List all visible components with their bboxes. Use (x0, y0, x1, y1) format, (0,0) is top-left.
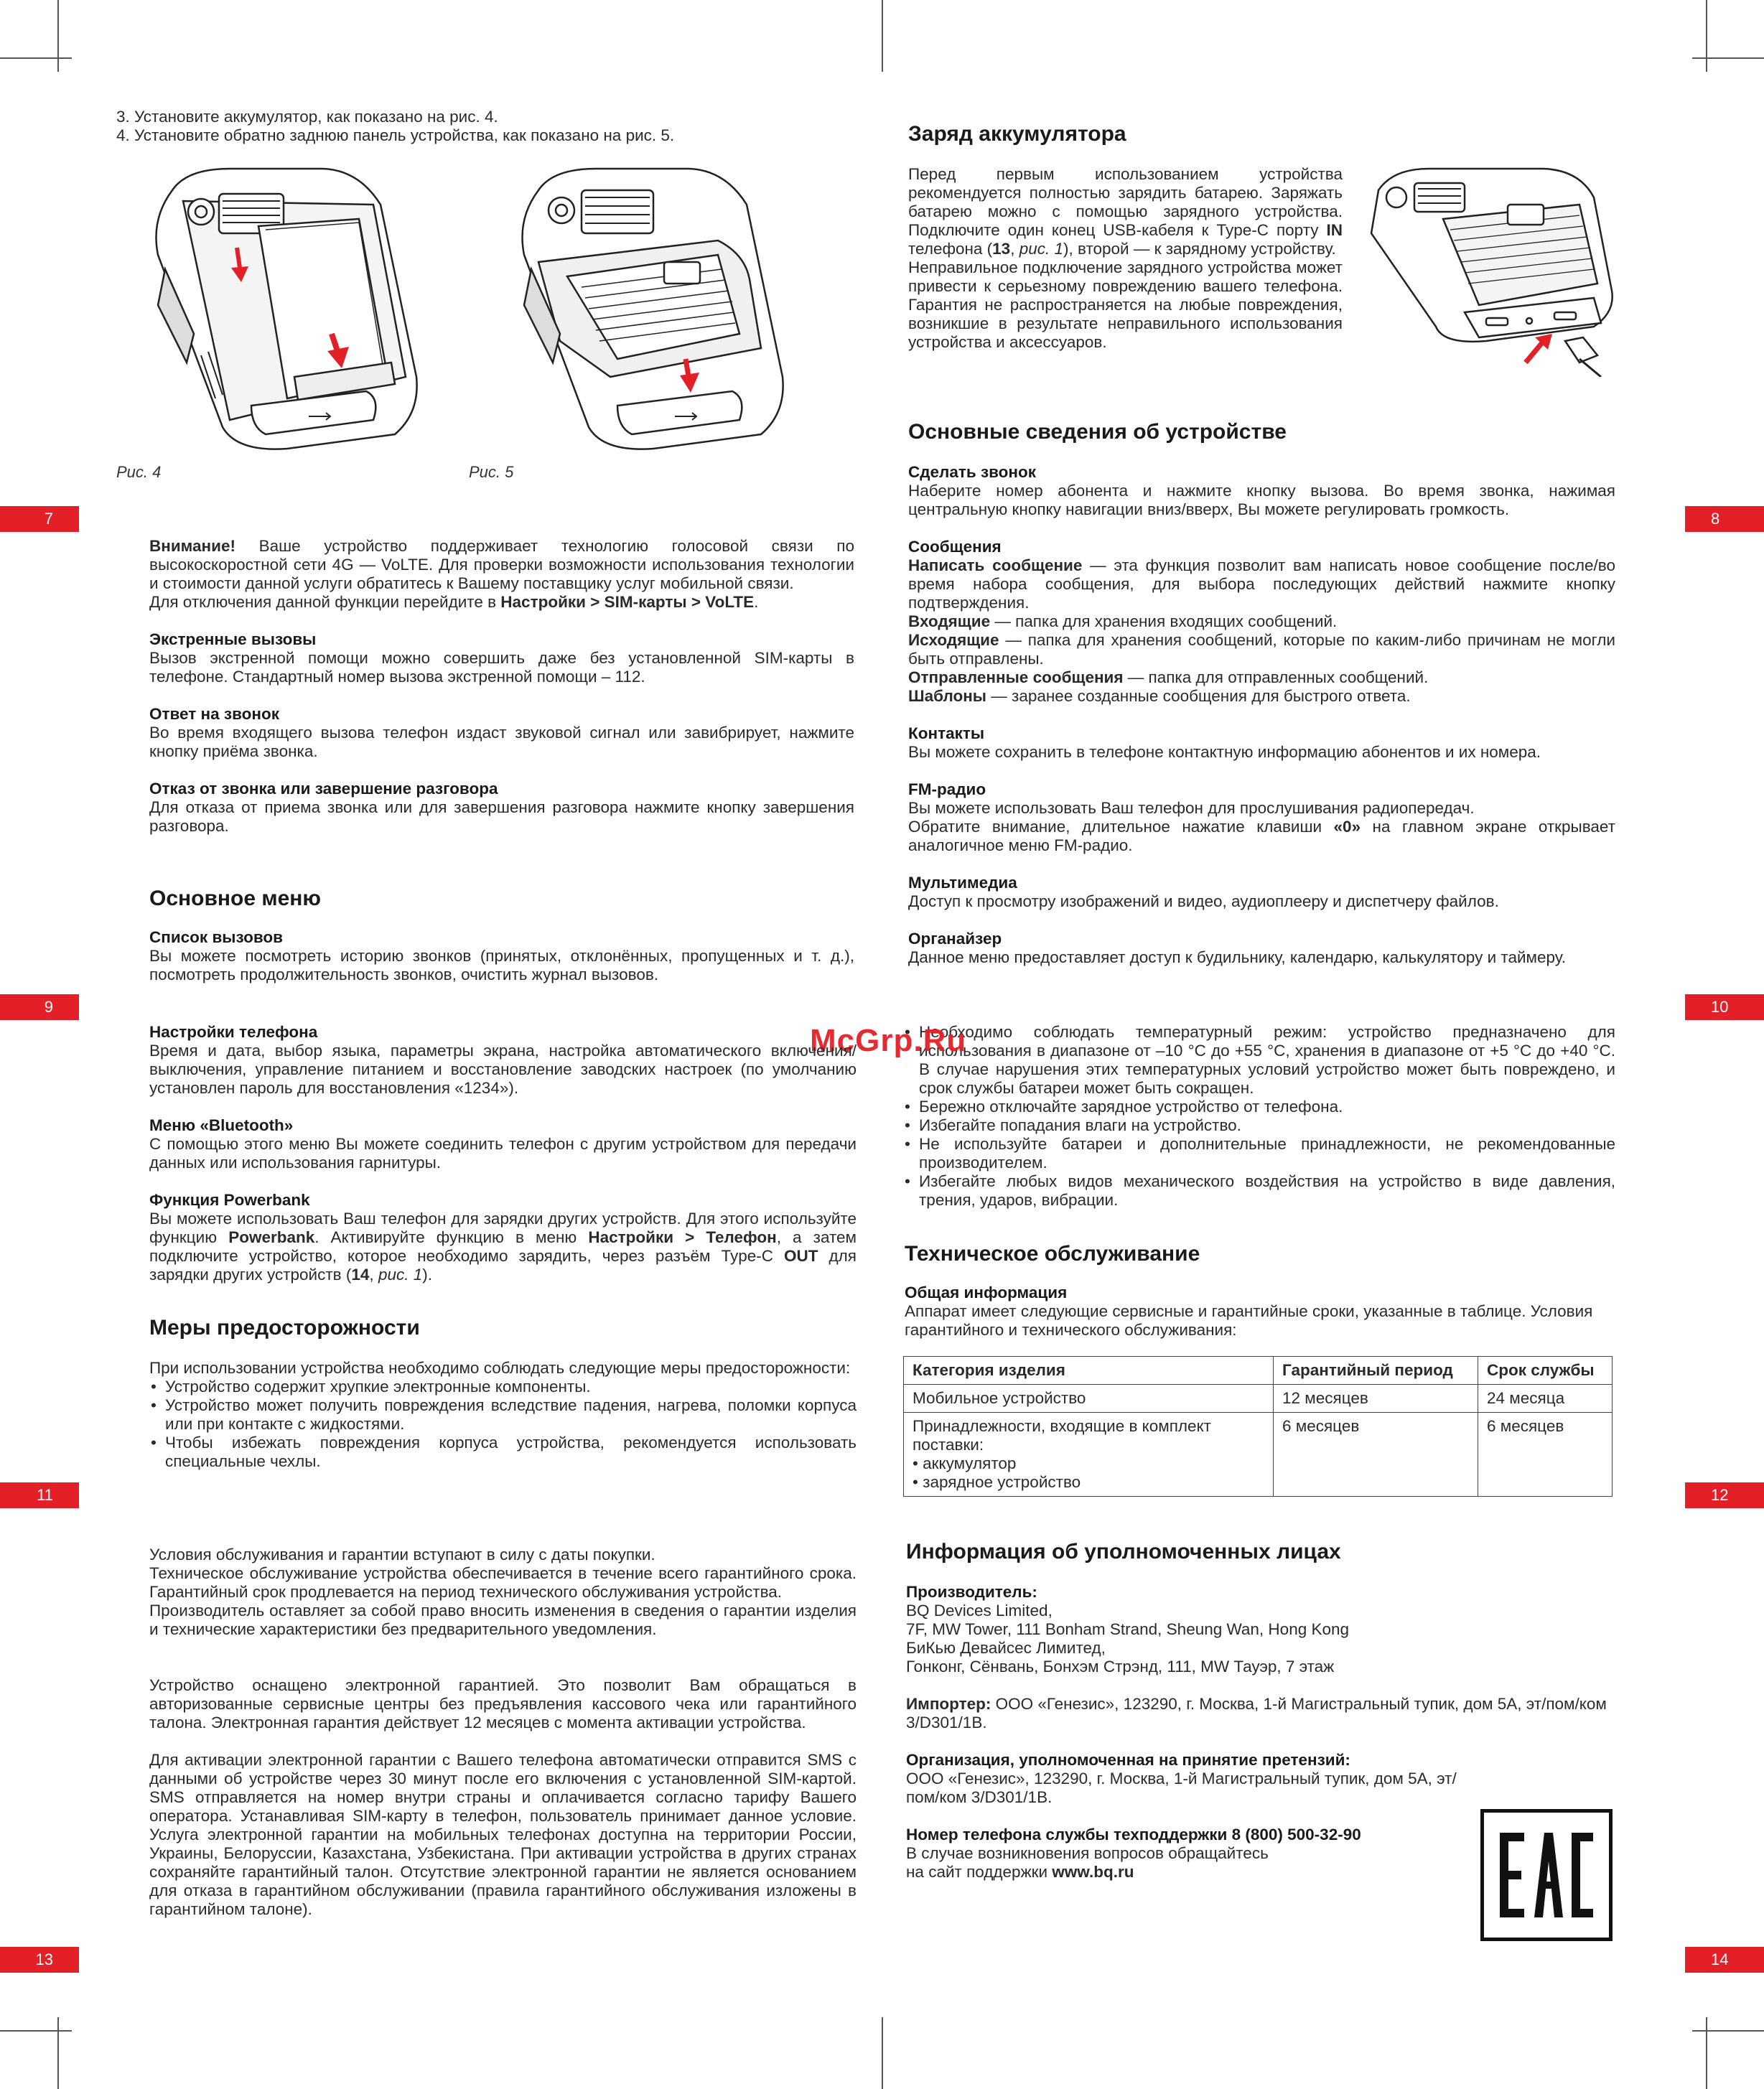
basic-info-title: Основные сведения об устройстве (908, 420, 1287, 444)
precaution-item: • Устройство содержит хрупкие электронные компоненты. (149, 1378, 857, 1396)
crop-mark (57, 2017, 59, 2089)
precautions-title: Меры предосторожности (149, 1316, 420, 1340)
table-row (904, 1413, 1613, 1497)
answer-heading: Ответ на звонок (149, 705, 279, 723)
reject-text: Для отказа от приема звонка или для завершения разговора нажмите кнопку завершения разговора. (149, 798, 854, 835)
crop-mark (0, 57, 72, 59)
fm-heading: FM-радио (908, 780, 986, 798)
page-11-content (149, 1023, 857, 1284)
messages-outbox: Исходящие — папка для хранения сообщений, которые по каким-либо причинам не могли быть отправлены. (908, 631, 1615, 668)
table-cell: 24 месяца (1478, 1385, 1613, 1413)
precaution-item: • Избегайте попадания влаги на устройство. (903, 1116, 1615, 1135)
precautions-section (149, 1359, 857, 1471)
table-header: Срок службы (1478, 1357, 1613, 1385)
page-number-10: 10 (1685, 994, 1764, 1020)
service-terms-1: Условия обслуживания и гарантии вступают в силу с даты покупки. (149, 1546, 655, 1564)
bluetooth-text: С помощью этого меню Вы можете соединить телефон с другим устройством для передачи данных или использования гарнитуры. (149, 1135, 857, 1172)
figure-4-illustration (144, 162, 431, 463)
install-step-4: 4. Установите обратно заднюю панель устройства, как показано на рис. 5. (116, 126, 675, 144)
table-cell: 6 месяцев (1478, 1413, 1613, 1497)
fm-text-2: Обратите внимание, длительное нажатие клавиши «0» на главном экране открывает аналогичное меню FM-радио. (908, 818, 1615, 854)
precaution-item: • Устройство может получить повреждения вследствие падения, нагрева, поломки корпуса или при контакте с жидкостями. (149, 1396, 857, 1434)
maintenance-text: Аппарат имеет следующие сервисные и гарантийные сроки, указанные в таблице. Условия гарантийного и технического обслуживания: (905, 1302, 1593, 1339)
settings-text: Время и дата, выбор языка, параметры экрана, настройка автоматического включения/выключения, управление питанием и восстановление заводских настроек (по умолчанию установлен пароль для восстановления «1234»). (149, 1042, 857, 1097)
manufacturer-line: БиКью Девайсес Лимитед, (906, 1639, 1106, 1657)
install-steps (116, 108, 834, 145)
multimedia-text: Доступ к просмотру изображений и видео, аудиоплееру и диспетчеру файлов. (908, 892, 1499, 910)
crop-mark (1706, 2017, 1707, 2089)
contacts-text: Вы можете сохранить в телефоне контактную информацию абонентов и их номера. (908, 743, 1541, 761)
main-menu-title: Основное меню (149, 887, 321, 910)
basic-info-section (908, 463, 1615, 967)
fm-text-1: Вы можете использовать Ваш телефон для прослушивания радиопередач. (908, 799, 1475, 817)
emergency-text: Вызов экстренной помощи можно совершить даже без установленной SIM-карты в телефоне. Стандартный номер вызова экстренной помощи – 112. (149, 649, 854, 686)
table-row (904, 1385, 1613, 1413)
organizer-heading: Органайзер (908, 930, 1002, 948)
crop-mark (1692, 2030, 1764, 2032)
precautions-list (149, 1378, 857, 1471)
page-number-14: 14 (1685, 1947, 1764, 1973)
messages-write: Написать сообщение — эта функция позволит вам написать новое сообщение после/во время набора сообщения, для выбора последующих действий нажмите кнопку подтверждения. (908, 556, 1615, 612)
powerbank-text: Вы можете использовать Ваш телефон для зарядки других устройств. Для этого используйте функцию Powerbank. Активируйте функцию в меню Настройки > Телефон, а затем подключите устройство, которое необходимо зарядить, через разъём Type-C OUT для зарядки других устройств (14, рис. 1). (149, 1210, 857, 1284)
charge-title: Заряд аккумулятора (908, 122, 1126, 146)
emergency-heading: Экстренные вызовы (149, 630, 317, 648)
precautions-intro: При использовании устройства необходимо соблюдать следующие меры предосторожности: (149, 1359, 851, 1377)
figure-5-caption: Рис. 5 (469, 463, 514, 481)
figure-5-illustration (503, 162, 804, 463)
support-site: на сайт поддержки www.bq.ru (906, 1863, 1134, 1881)
messages-sent: Отправленные сообщения — папка для отправленных сообщений. (908, 668, 1429, 686)
claims-org-text: ООО «Генезис», 123290, г. Москва, 1-й Магистральный тупик, дом 5А, эт/пом/ком 3/D301/1B. (906, 1770, 1457, 1806)
precautions-list-2 (903, 1023, 1615, 1210)
manufacturer-heading: Производитель: (906, 1583, 1037, 1601)
charge-para-1: Перед первым использованием устройства рекомендуется полностью зарядить батарею. Заряжать батарею можно с помощью зарядного устройства. Подключите один конец USB-кабеля к Type-C порту IN телефона (13, рис. 1), второй — к зарядному устройству. (908, 165, 1343, 258)
page-number-11: 11 (0, 1482, 79, 1508)
precaution-item: • Не используйте батареи и дополнительные принадлежности, не рекомендованные производителем. (903, 1135, 1615, 1172)
reject-heading: Отказ от звонка или завершение разговора (149, 780, 498, 798)
table-cell: 6 месяцев (1274, 1413, 1478, 1497)
table-cell: 12 месяцев (1274, 1385, 1478, 1413)
contacts-heading: Контакты (908, 724, 985, 742)
charge-para-2: Неправильное подключение зарядного устройства может привести к серьезному повреждению вашего телефона. Гарантия не распространяется на любые повреждения, возникшие в результате неправильного использования устройства и аксессуаров. (908, 258, 1343, 351)
page-13-content (149, 1546, 857, 1919)
authorized-title: Информация об уполномоченных лицах (906, 1540, 1341, 1564)
bluetooth-heading: Меню «Bluetooth» (149, 1116, 294, 1134)
powerbank-heading: Функция Powerbank (149, 1191, 310, 1209)
page-number-8: 8 (1685, 506, 1764, 532)
table-cell: Принадлежности, входящие в комплект поставки: • аккумулятор • зарядное устройство (904, 1413, 1274, 1497)
precautions-continued (903, 1023, 1615, 1210)
maintenance-heading: Общая информация (905, 1284, 1068, 1301)
precaution-item: • Необходимо соблюдать температурный режим: устройство предназначено для использования в диапазоне от –10 °C до +55 °C, хранения в диапазоне от +5 °C до +40 °C. В случае нарушения этих температурных условий устройство может быть повреждено, и срок службы батареи может быть сокращен. (903, 1023, 1615, 1098)
maintenance-general (905, 1284, 1615, 1340)
answer-text: Во время входящего вызова телефон издаст звуковой сигнал или завибрирует, нажмите кнопку приёма звонка. (149, 724, 854, 760)
call-text: Наберите номер абонента и нажмите кнопку вызова. Во время звонка, нажимая центральную кнопку навигации вниз/вверх, Вы можете регулировать громкость. (908, 482, 1615, 518)
multimedia-heading: Мультимедиа (908, 874, 1017, 892)
table-header: Категория изделия (904, 1357, 1274, 1385)
crop-mark (1706, 0, 1707, 72)
messages-templates: Шаблоны — заранее созданные сообщения для быстрого ответа. (908, 687, 1411, 705)
crop-mark (882, 2017, 883, 2089)
claims-org-heading: Организация, уполномоченная на принятие претензий: (906, 1751, 1350, 1769)
call-heading: Сделать звонок (908, 463, 1037, 481)
support-phone-heading: Номер телефона службы техподдержки 8 (800) 500-32-90 (906, 1826, 1361, 1843)
call-list-heading: Список вызовов (149, 928, 283, 946)
messages-inbox: Входящие — папка для хранения входящих сообщений. (908, 612, 1338, 630)
precaution-item: • Бережно отключайте зарядное устройство от телефона. (903, 1098, 1615, 1116)
table-header: Гарантийный период (1274, 1357, 1478, 1385)
manufacturer-line: 7F, MW Tower, 111 Bonham Strand, Sheung Wan, Hong Kong (906, 1620, 1350, 1638)
importer-text: Импортер: ООО «Генезис», 123290, г. Москва, 1-й Магистральный тупик, дом 5А, эт/пом/ком 3/D301/1B. (906, 1695, 1607, 1732)
maintenance-title: Техническое обслуживание (905, 1242, 1200, 1266)
messages-heading: Сообщения (908, 538, 1002, 556)
page-number-7: 7 (0, 506, 79, 532)
precaution-item: • Чтобы избежать повреждения корпуса устройства, рекомендуется использовать специальные чехлы. (149, 1434, 857, 1471)
page-9-content (149, 537, 854, 836)
crop-mark (0, 2030, 72, 2032)
organizer-text: Данное меню предоставляет доступ к будильнику, календарю, калькулятору и таймеру. (908, 948, 1567, 966)
page-number-9: 9 (0, 994, 79, 1020)
call-list-section (149, 928, 854, 984)
charge-text (908, 165, 1343, 352)
table-header-row (904, 1357, 1613, 1385)
manufacturer-line: Гонконг, Сёнвань, Бонхэм Стрэнд, 111, MW Тауэр, 7 этаж (906, 1658, 1335, 1676)
watermark: McGrp.Ru (810, 1023, 967, 1058)
e-warranty-2: Для активации электронной гарантии с Вашего телефона автоматически отправится SMS с данными об устройстве через 30 минут после его включения с установленной SIM-картой. SMS отправляется на номер внутри страны и оплачивается согласно тарифу Вашего оператора. Устанавливая SIM-карту в телефон, пользователь принимает данное условие. Услуга электронной гарантии на мобильных телефонах доступна на территории России, Украины, Белоруссии, Казахстана, Узбекистана. При активации устройства в других странах сохраняйте гарантийный талон. Отсутствие электронной гарантии не является основанием для отказа в гарантийном обслуживании (правила гарантийного обслуживания изложены в гарантийном талоне). (149, 1751, 857, 1918)
precaution-item: • Избегайте любых видов механического воздействия на устройство в виде давления, трения, ударов, вибрации. (903, 1172, 1615, 1210)
attention-text: Внимание! Ваше устройство поддерживает технологию голосовой связи по высокоскоростной сети 4G — VoLTE. Для проверки возможности использования технологии и стоимости данной услуги обратитесь к Вашему поставщику услуг мобильной связи. (149, 537, 854, 592)
eac-logo (1480, 1809, 1613, 1941)
settings-heading: Настройки телефона (149, 1023, 318, 1041)
manufacturer-line: BQ Devices Limited, (906, 1602, 1053, 1620)
attention-volte: Для отключения данной функции перейдите в Настройки > SIM-карты > VoLTE. (149, 593, 759, 611)
crop-mark (882, 0, 883, 72)
eac-mark-icon (1484, 1813, 1609, 1938)
page-number-12: 12 (1685, 1482, 1764, 1508)
service-terms-3: Производитель оставляет за собой право вносить изменения в сведения о гарантии изделия и технические характеристики без предварительного уведомления. (149, 1602, 857, 1638)
warranty-table (903, 1356, 1613, 1497)
crop-mark (57, 0, 59, 72)
support-text: В случае возникновения вопросов обращайтесь (906, 1844, 1269, 1862)
call-list-text: Вы можете посмотреть историю звонков (принятых, отклонённых, пропущенных и т. д.), посмотреть продолжительность звонков, очистить журнал вызовов. (149, 947, 854, 983)
install-step-3: 3. Установите аккумулятор, как показано на рис. 4. (116, 108, 498, 126)
service-terms-2: Техническое обслуживание устройства обеспечивается в течение всего гарантийного срока. Гарантийный срок продлевается на период технического обслуживания устройства. (149, 1564, 857, 1601)
figure-4-caption: Рис. 4 (116, 463, 162, 481)
e-warranty-1: Устройство оснащено электронной гарантией. Это позволит Вам обращаться в авторизованные сервисные центры без предъявления кассового чека или гарантийного талона. Электронная гарантия действует 12 месяцев с момента активации устройства. (149, 1676, 857, 1732)
charging-phone-illustration (1364, 162, 1623, 377)
crop-mark (1692, 57, 1764, 59)
page-number-13: 13 (0, 1947, 79, 1973)
table-cell: Мобильное устройство (904, 1385, 1274, 1413)
